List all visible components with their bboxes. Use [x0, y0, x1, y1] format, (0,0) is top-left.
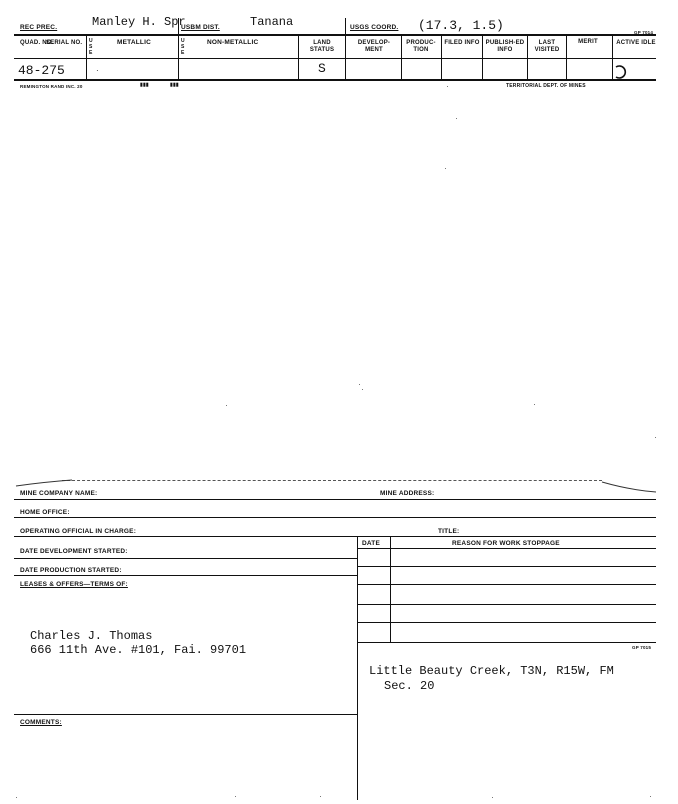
col-merit: MERIT	[578, 39, 598, 45]
mine-company-name-label: MINE COMPANY NAME:	[20, 490, 98, 497]
form-number: GP 7014	[634, 30, 654, 35]
quad-serial-value: 48-275	[18, 63, 65, 78]
col-filed-info: FILED INFO	[444, 40, 480, 46]
land-status-value: S	[318, 61, 326, 76]
date-development-started-label: DATE DEVELOPMENT STARTED:	[20, 548, 128, 555]
owner-name: Charles J. Thomas	[30, 629, 153, 643]
title-label: TITLE:	[438, 528, 460, 535]
col-quad-no: QUAD. NO.	[20, 40, 54, 46]
owner-address: 666 11th Ave. #101, Fai. 99701	[30, 643, 247, 657]
col-use-metallic: U S E	[89, 38, 93, 56]
rec-prec-label: REC PREC.	[20, 24, 58, 31]
punch-hole-icon	[612, 64, 628, 80]
col-land-status: LAND STATUS	[309, 40, 335, 53]
usbm-dist-label: USBM DIST.	[181, 24, 220, 31]
mine-address-label: MINE ADDRESS:	[380, 490, 435, 497]
reason-column-header: REASON FOR WORK STOPPAGE	[452, 540, 560, 547]
col-active-idle: ACTIVE IDLE	[616, 40, 656, 46]
rec-prec-value: Manley H. Spr	[92, 15, 186, 29]
torn-edge-left	[14, 476, 74, 488]
col-serial-no: SERIAL NO.	[46, 40, 83, 46]
col-last-visited: LAST VISITED	[534, 40, 560, 53]
usbm-dist-value: Tanana	[250, 15, 294, 29]
metallic-mark: ·	[96, 66, 99, 75]
col-use-nonmetallic: U S E	[181, 38, 185, 56]
location-line-2: Sec. 20	[384, 679, 435, 693]
printer-code-2: ▮▮▮	[170, 82, 179, 88]
department-imprint: TERRITORIAL DEPT. OF MINES	[506, 83, 586, 89]
torn-edge-right	[600, 476, 658, 496]
date-production-started-label: DATE PRODUCTION STARTED:	[20, 567, 122, 574]
col-nonmetallic: NON-METALLIC	[207, 39, 259, 46]
col-metallic: METALLIC	[117, 39, 151, 46]
col-production: PRODUC-TION	[406, 40, 436, 53]
operating-official-label: OPERATING OFFICIAL IN CHARGE:	[20, 528, 137, 535]
printer-imprint: REMINGTON RAND INC. 20	[20, 84, 83, 89]
col-published-info: PUBLISH-ED INFO	[485, 40, 525, 53]
col-development: DEVELOP-MENT	[357, 40, 391, 53]
leases-offers-label: LEASES & OFFERS—TERMS OF:	[20, 581, 128, 588]
usgs-coord-value: (17.3, 1.5)	[418, 18, 504, 33]
printer-code-1: ▮▮▮	[140, 82, 149, 88]
form-number-bottom: GP 7015	[632, 645, 652, 650]
location-line-1: Little Beauty Creek, T3N, R15W, FM	[369, 664, 614, 678]
home-office-label: HOME OFFICE:	[20, 509, 70, 516]
usgs-coord-label: USGS COORD.	[350, 24, 399, 31]
date-column-header: DATE	[362, 540, 381, 547]
comments-label: COMMENTS:	[20, 719, 62, 726]
